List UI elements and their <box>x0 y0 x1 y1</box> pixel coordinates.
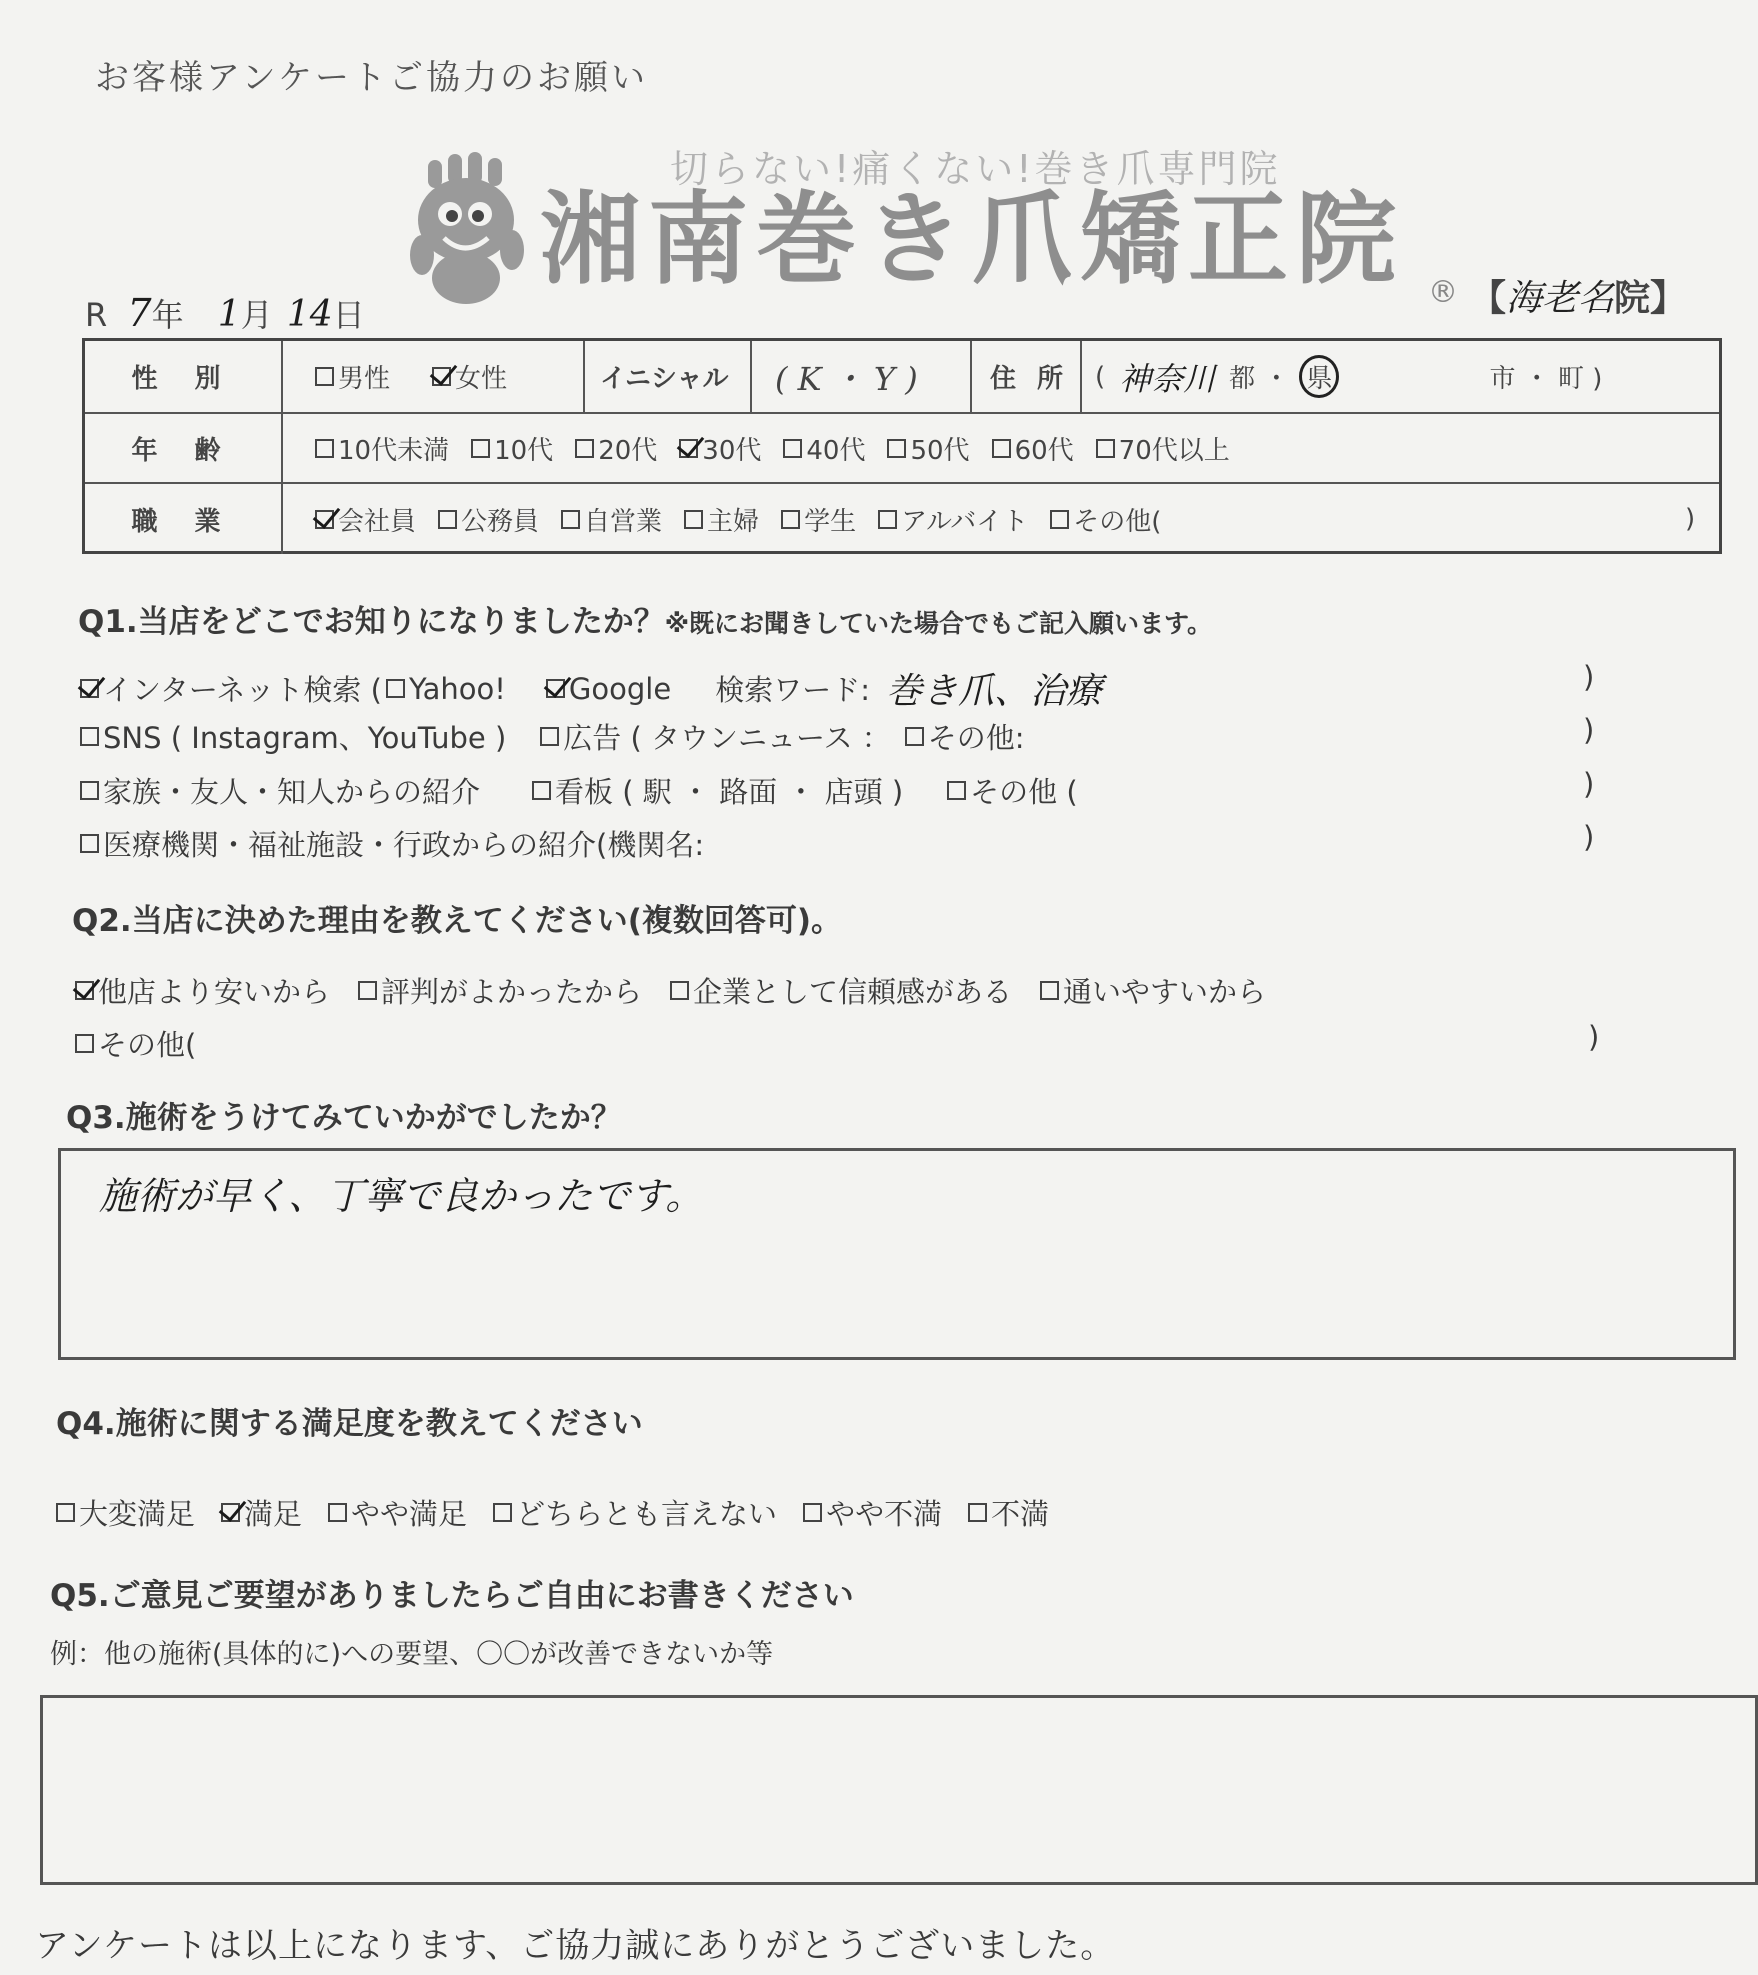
checkbox[interactable] <box>315 439 334 458</box>
job-option[interactable] <box>781 501 856 538</box>
q4-option-label: やや満足 <box>351 1497 468 1531</box>
branch-name <box>1470 270 1686 321</box>
q4-option-label: 大変満足 <box>79 1497 196 1531</box>
job-option[interactable] <box>878 501 1028 538</box>
checkbox[interactable] <box>575 439 594 458</box>
q2-options-line <box>75 970 1266 1011</box>
date-year: 7 <box>127 291 152 335</box>
checkbox-checked[interactable] <box>75 981 94 1000</box>
q3-answer-text: 施術が早く、丁寧で良かったです。 <box>99 1174 704 1218</box>
option-label: 自営業 <box>584 506 663 537</box>
checkbox[interactable] <box>471 439 490 458</box>
job-option[interactable] <box>684 501 759 538</box>
checkbox[interactable] <box>783 439 802 458</box>
date-era: R <box>85 296 108 334</box>
q5-title: Q5.ご意見ご要望がありましたらご自由にお書きください <box>50 1578 854 1614</box>
checkbox-checked[interactable] <box>546 679 565 698</box>
checkbox[interactable] <box>80 834 99 853</box>
job-close-paren: ) <box>1685 504 1696 534</box>
q2-option-label: 企業として信頼感がある <box>693 975 1013 1009</box>
checkbox[interactable] <box>947 781 966 800</box>
q1-sns-line <box>80 716 1025 757</box>
checkbox[interactable] <box>781 510 800 529</box>
q2-title: Q2.当店に決めた理由を教えてください(複数回答可)。 <box>72 903 843 939</box>
checkbox[interactable] <box>493 1503 512 1522</box>
option-label: 女性 <box>455 364 508 394</box>
option-label: 主婦 <box>707 506 760 537</box>
gender-label: 性 別 <box>85 341 283 412</box>
checkbox[interactable] <box>905 727 924 746</box>
branch-suffix: 院】 <box>1614 278 1687 319</box>
initial-label: イニシャル <box>600 364 729 394</box>
q2-option-label: 通いやすいから <box>1063 975 1267 1009</box>
q2-other-line <box>75 1023 196 1064</box>
q1-ad-other-label: その他: <box>927 721 1025 755</box>
checkbox[interactable] <box>532 781 551 800</box>
divider <box>1080 341 1082 412</box>
age-option[interactable] <box>783 430 865 467</box>
address-value <box>1095 341 1602 412</box>
job-label: 職 業 <box>85 484 283 554</box>
checkbox[interactable] <box>56 1503 75 1522</box>
date-month-unit: 月 <box>240 296 273 334</box>
mascot-logo <box>408 150 528 310</box>
q3-answer-box[interactable] <box>58 1148 1736 1360</box>
page-title: お客様アンケートご協力のお願い <box>95 58 648 98</box>
tagline: 切らない!痛くない!巻き爪専門院 <box>670 147 1281 191</box>
q2-option-label: 評判がよかったから <box>381 975 643 1009</box>
close-paren: ) <box>1583 713 1595 747</box>
job-row <box>85 484 1719 554</box>
option-label: 20代 <box>598 435 658 466</box>
option-label: 40代 <box>806 435 866 466</box>
checkbox[interactable] <box>684 510 703 529</box>
job-option-selected[interactable] <box>315 501 416 538</box>
checkbox[interactable] <box>992 439 1011 458</box>
q1-signboard-label: 看板 ( 駅 ・ 路面 ・ 店頭 ) <box>555 775 904 809</box>
option-label: 60代 <box>1014 435 1074 466</box>
age-option[interactable] <box>1096 430 1230 467</box>
q1-title: Q1.当店をどこでお知りになりましたか？ <box>78 604 665 640</box>
checkbox[interactable] <box>1050 510 1069 529</box>
option-label: 70代以上 <box>1118 435 1230 466</box>
option-label: 公務員 <box>461 506 540 537</box>
option-label: 会社員 <box>338 506 417 537</box>
q5-example: 例：他の施術(具体的に)への要望、〇〇が改善できないか等 <box>50 1639 774 1670</box>
option-label: 50代 <box>910 435 970 466</box>
address-open: ( <box>1095 361 1106 392</box>
clinic-brand: 湘南巻き爪矯正院 <box>540 181 1404 298</box>
age-row <box>85 414 1719 484</box>
checkbox[interactable] <box>803 1503 822 1522</box>
divider <box>970 341 972 412</box>
gender-options <box>315 341 529 412</box>
address-city: 市 ・ 町 ) <box>1489 364 1603 394</box>
age-option[interactable] <box>315 430 449 467</box>
checkbox[interactable] <box>968 1503 987 1522</box>
q4-options-line <box>56 1492 1049 1533</box>
q1-keyword-label: 検索ワード: <box>715 673 870 707</box>
close-paren: ) <box>1583 660 1595 694</box>
checkbox-checked[interactable] <box>679 439 698 458</box>
q4-option-label: 不満 <box>991 1497 1050 1531</box>
gender-option-female[interactable] <box>432 358 507 395</box>
initial-value: ( K ・ Y ) <box>775 359 918 398</box>
divider <box>583 341 585 412</box>
q1-family-line <box>80 770 1078 811</box>
checkbox[interactable] <box>561 510 580 529</box>
q1-internet-line <box>80 663 1102 714</box>
date-day-unit: 日 <box>332 296 365 334</box>
checkbox[interactable] <box>315 367 334 386</box>
q5-answer-box[interactable] <box>40 1695 1758 1885</box>
checkbox-checked[interactable] <box>221 1503 240 1522</box>
checkbox[interactable] <box>75 1034 94 1053</box>
age-options <box>315 414 1252 482</box>
checkbox[interactable] <box>670 981 689 1000</box>
job-option-other[interactable] <box>1050 501 1161 538</box>
option-label: 男性 <box>338 364 391 394</box>
job-option[interactable] <box>561 501 662 538</box>
q4-option-label: やや不満 <box>826 1497 943 1531</box>
checkbox-checked[interactable] <box>432 367 451 386</box>
age-label: 年 齢 <box>85 414 283 482</box>
age-option[interactable] <box>887 430 969 467</box>
q1-medical-line <box>80 823 704 864</box>
date-line <box>85 290 365 336</box>
q4-option-label: 満足 <box>244 1497 303 1531</box>
q4-title: Q4.施術に関する満足度を教えてください <box>56 1406 643 1442</box>
checkbox[interactable] <box>540 727 559 746</box>
q2-option-label: 他店より安いから <box>98 975 331 1009</box>
q4-option-label: どちらとも言えない <box>516 1497 778 1531</box>
age-option[interactable] <box>992 430 1074 467</box>
checkbox[interactable] <box>438 510 457 529</box>
gender-row <box>85 341 1719 414</box>
q1-google-label: Google <box>568 671 672 706</box>
q1-family-label: 家族・友人・知人からの紹介 <box>103 775 481 809</box>
option-label: その他( <box>1073 506 1162 537</box>
option-label: 30代 <box>702 435 762 466</box>
branch-open: 【 <box>1470 278 1507 319</box>
checkbox[interactable] <box>386 679 405 698</box>
checkbox[interactable] <box>328 1503 347 1522</box>
checkbox[interactable] <box>80 727 99 746</box>
branch-handwritten: 海老名 <box>1506 278 1615 319</box>
address-to: 都 ・ <box>1229 364 1290 394</box>
checkbox-checked[interactable] <box>315 510 334 529</box>
q1-yahoo-label: Yahoo! <box>408 671 506 706</box>
age-option[interactable] <box>575 430 657 467</box>
q1-internet-label: インターネット検索 ( <box>103 673 382 707</box>
checkbox[interactable] <box>1096 439 1115 458</box>
close-paren: ) <box>1588 1020 1600 1054</box>
checkbox-checked[interactable] <box>80 679 99 698</box>
q2-other-label: その他( <box>98 1028 197 1062</box>
q1-note: ※既にお聞きしていた場合でもご記入願います。 <box>664 609 1213 638</box>
option-label: 学生 <box>804 506 857 537</box>
address-ken-circled: 県 <box>1299 355 1339 398</box>
q1-ad-label: 広告 ( タウンニュース ： <box>563 721 891 755</box>
close-paren: ) <box>1583 767 1595 801</box>
q1-medical-label: 医療機関・福祉施設・行政からの紹介(機関名: <box>103 828 705 862</box>
footer-thanks: アンケートは以上になります、ご協力誠にありがとうございました。 <box>35 1926 1116 1966</box>
age-option[interactable] <box>471 430 553 467</box>
checkbox[interactable] <box>1040 981 1059 1000</box>
registered-mark: ® <box>1428 275 1458 310</box>
option-label: アルバイト <box>901 506 1029 537</box>
q3-title: Q3.施術をうけてみていかがでしたか？ <box>66 1100 622 1136</box>
checkbox[interactable] <box>358 981 377 1000</box>
checkbox[interactable] <box>887 439 906 458</box>
checkbox[interactable] <box>878 510 897 529</box>
option-label: 10代 <box>494 435 554 466</box>
job-option[interactable] <box>438 501 539 538</box>
age-option-selected[interactable] <box>679 430 761 467</box>
address-pref: 神奈川 <box>1119 359 1216 398</box>
address-label: 住 所 <box>990 364 1070 394</box>
q1-heading <box>78 596 1212 641</box>
date-month: 1 <box>217 294 241 335</box>
close-paren: ) <box>1583 820 1595 854</box>
gender-option-male[interactable] <box>315 358 390 395</box>
q1-sns-label: SNS ( Instagram、YouTube ) <box>103 721 507 755</box>
option-label: 10代未満 <box>338 435 450 466</box>
job-options <box>315 484 1183 554</box>
q1-other-label: その他 ( <box>970 775 1078 809</box>
date-year-unit: 年 <box>151 296 184 334</box>
divider <box>750 341 752 412</box>
date-day: 14 <box>286 294 333 335</box>
info-table <box>82 338 1722 554</box>
checkbox[interactable] <box>80 781 99 800</box>
q1-keyword-value: 巻き爪、治療 <box>885 671 1102 712</box>
